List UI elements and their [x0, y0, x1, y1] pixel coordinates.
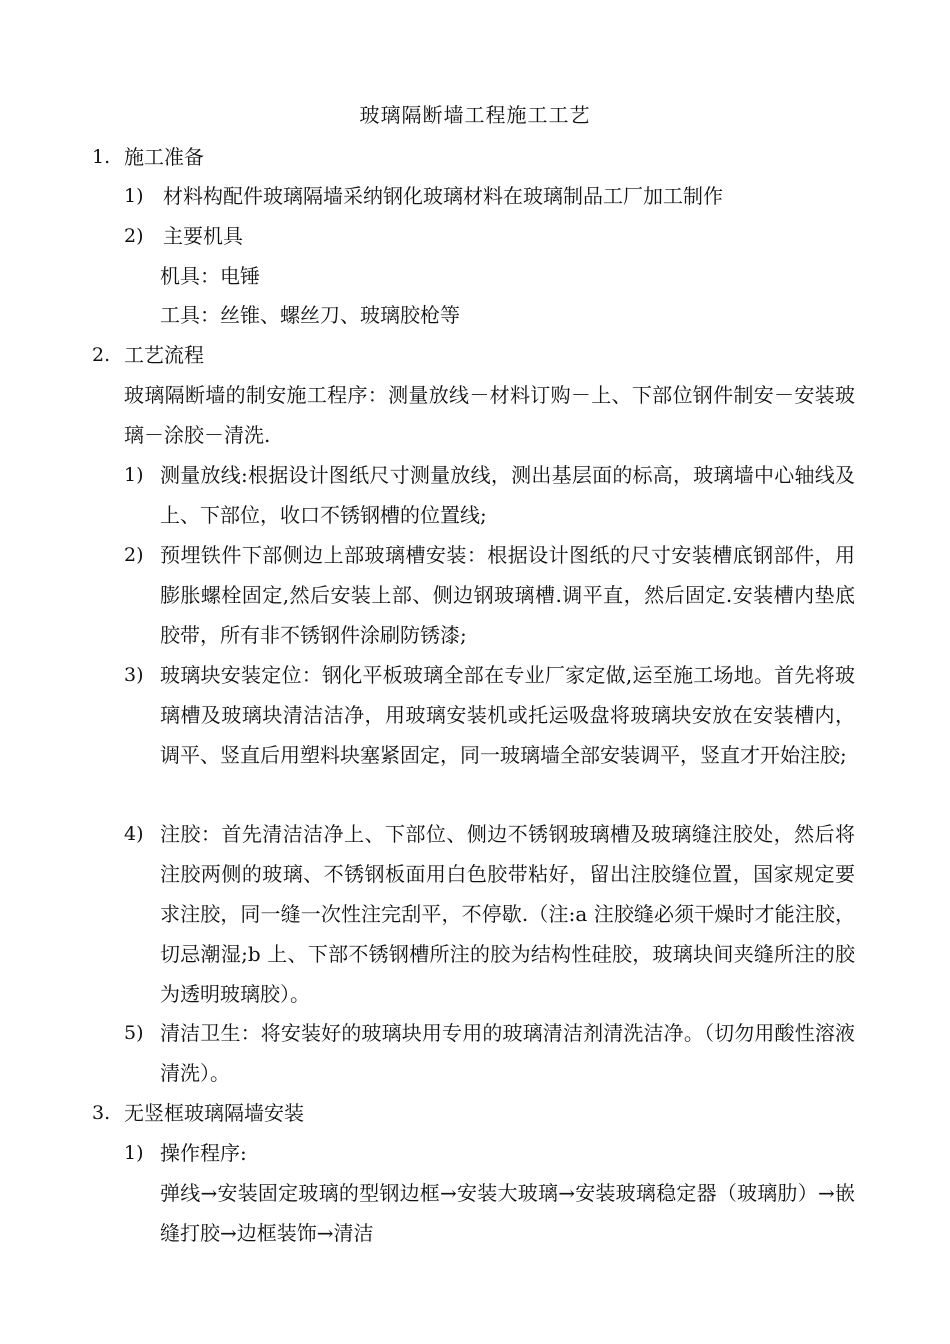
item-2-5-number: 5) — [124, 1022, 144, 1044]
section-1-heading: 施工准备 — [124, 145, 204, 169]
tools-line-2: 工具：丝锥、螺丝刀、玻璃胶枪等 — [160, 303, 460, 327]
section-3-number: 3. — [92, 1102, 111, 1124]
item-3-1-number: 1) — [124, 1142, 144, 1164]
item-2-3-number: 3) — [124, 664, 144, 686]
item-1-2-text: 主要机具 — [163, 224, 243, 248]
item-1-1-text: 材料构配件玻璃隔墙采纳钢化玻璃材料在玻璃制品工厂加工制作 — [163, 184, 723, 208]
item-2-5-text: 清洁卫生：将安装好的玻璃块用专用的玻璃清洁剂清洗洁净。（切勿用酸性溶液清洗）。 — [160, 1021, 855, 1085]
section-1-number: 1. — [92, 146, 111, 168]
process-intro: 玻璃隔断墙的制安施工程序：测量放线－材料订购－上、下部位钢件制安－安装玻璃－涂胶－清洗. — [124, 383, 855, 447]
section-3-heading: 无竖框玻璃隔墙安装 — [124, 1101, 304, 1125]
item-2-2-text: 预埋铁件下部侧边上部玻璃槽安装：根据设计图纸的尺寸安装槽底钢部件，用膨胀螺栓固定,然后安装上部、侧边钢玻璃槽.调平直，然后固定.安装槽内垫底胶带，所有非不锈钢件涂刷防锈漆; — [160, 543, 855, 647]
item-2-1-text: 测量放线:根据设计图纸尺寸测量放线，测出基层面的标高，玻璃墙中心轴线及上、下部位，收口不锈钢槽的位置线; — [160, 463, 855, 527]
item-1-1-number: 1) — [124, 185, 144, 207]
section-2-heading: 工艺流程 — [124, 343, 204, 367]
item-2-1-number: 1) — [124, 464, 144, 486]
tools-line-1: 机具：电锤 — [160, 264, 260, 288]
item-2-4-text: 注胶：首先清洁洁净上、下部位、侧边不锈钢玻璃槽及玻璃缝注胶处，然后将注胶两侧的玻璃、不锈钢板面用白色胶带粘好，留出注胶缝位置，国家规定要求注胶，同一缝一次性注完刮平，不停歇.（注:a 注胶缝必须干燥时才能注胶，切忌潮湿;b 上、下部不锈钢槽所注的胶为结构性硅胶，玻璃块间夹缝所注的胶为透明玻璃胶）。 — [160, 822, 855, 1006]
item-2-3-text: 玻璃块安装定位：钢化平板玻璃全部在专业厂家定做,运至施工场地。首先将玻璃槽及玻璃块清洁洁净，用玻璃安装机或托运吸盘将玻璃块安放在安装槽内，调平、竖直后用塑料块塞紧固定，同一玻璃墙全部安装调平，竖直才开始注胶; — [160, 663, 855, 767]
item-2-4-number: 4) — [124, 823, 144, 845]
operation-flow: 弹线→安装固定玻璃的型钢边框→安装大玻璃→安装玻璃稳定器（玻璃肋）→嵌缝打胶→边框装饰→清洁 — [160, 1181, 855, 1245]
item-2-2-number: 2) — [124, 544, 144, 566]
section-2-number: 2. — [92, 344, 111, 366]
item-3-1-text: 操作程序: — [160, 1141, 247, 1165]
item-1-2-number: 2) — [124, 225, 144, 247]
document-title: 玻璃隔断墙工程施工工艺 — [359, 103, 591, 127]
